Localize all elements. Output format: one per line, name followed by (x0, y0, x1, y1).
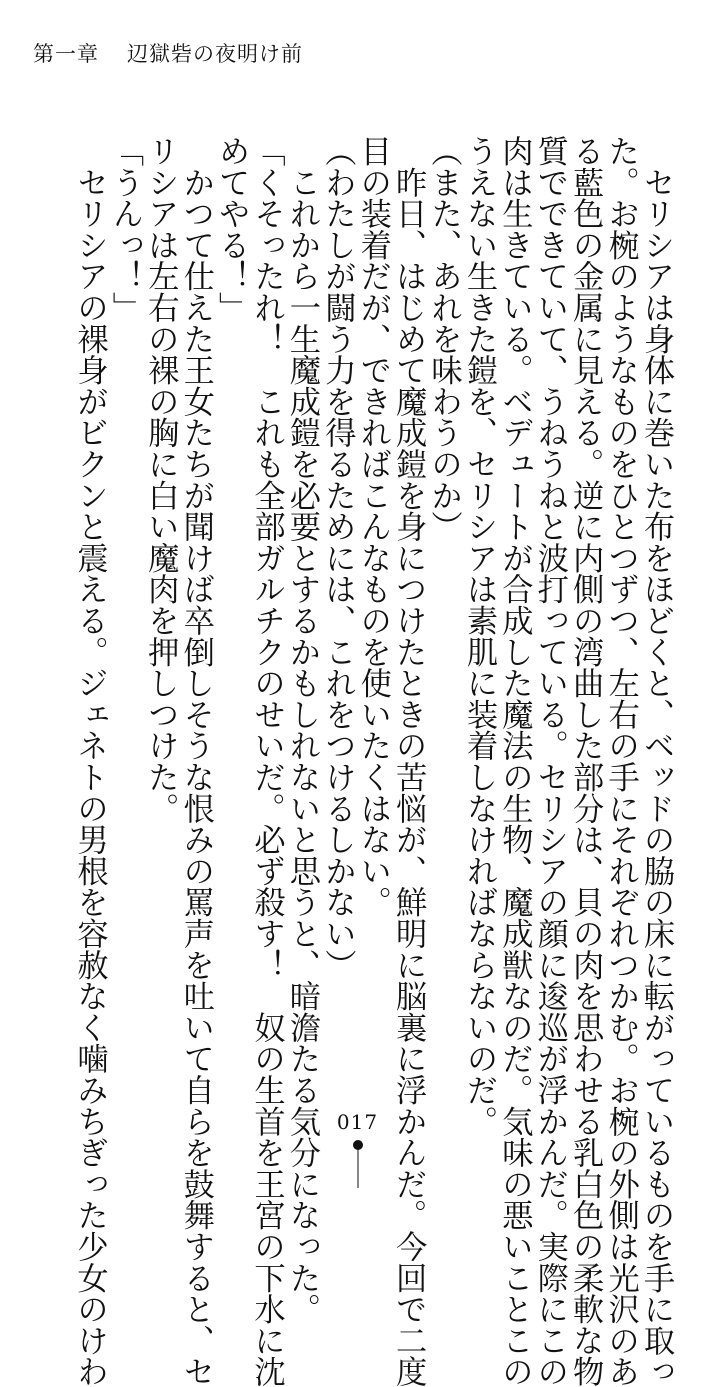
text-line: セリシアは身体に巻いた布をほどくと、ベッドの脇の床に転がっているものを手に取っ (638, 135, 674, 1387)
running-header (33, 38, 303, 68)
chapter-number: 第一章 (33, 42, 99, 66)
chapter-title: 辺獄砦の夜明け前 (127, 42, 303, 66)
page-number: 017 (336, 1110, 379, 1134)
text-line: 昨日、はじめて魔成鎧を身につけたときの苦悩が、鮮明に脳裏に浮かんだ。今回で二度 (390, 135, 427, 1387)
text-line: た。お椀のようなものをひとつずつ、左右の手にそれぞれつかむ。お椀の外側は光沢のあ (602, 135, 639, 1387)
page-ornament-icon (350, 1138, 366, 1188)
text-line: 「くそったれ！ これも全部ガルチクのせいだ。必ず殺す！ 奴の生首を王宮の下水に沈 (248, 135, 285, 1387)
text-line: （また、あれを味わうのか） (425, 135, 462, 542)
text-line: 目の装着だが、できればこんなものを使いたくはない。 (354, 135, 391, 918)
text-line: 肉は生きている。ベデュートが合成した魔法の生物、魔成獣なのだ。気味の悪いことこの (496, 135, 533, 1387)
text-line: これから一生魔成鎧を必要とするかもしれないと思うと、暗澹たる気分になった。 (283, 135, 320, 1325)
text-line: る藍色の金属に見える。逆に内側の湾曲した部分は、貝の肉を思わせる乳白色の柔軟な物 (567, 135, 604, 1387)
text-line: うえない生きた鎧を、セリシアは素肌に装着しなければならないのだ。 (460, 135, 497, 1137)
text-line: （わたしが闘う力を得るためには、これをつけるしかない） (319, 135, 356, 981)
text-line: 質でできていて、うねうねと波打っている。セリシアの顔に逡巡が浮かんだ。実際にこの (531, 135, 568, 1387)
text-line: セリシアの裸身がビクンと震える。ジェネトの男根を容赦なく噛みちぎった少女のけわ (71, 135, 108, 1387)
text-line: 「うんっ！」 (106, 135, 143, 323)
text-line: リシアは左右の裸の胸に白い魔肉を押しつけた。 (142, 135, 179, 824)
text-line: めてやる！」 (213, 135, 250, 323)
text-line: かつて仕えた王女たちが聞けば卒倒しそうな恨みの罵声を吐いて自らを鼓舞すると、セ (177, 135, 214, 1387)
